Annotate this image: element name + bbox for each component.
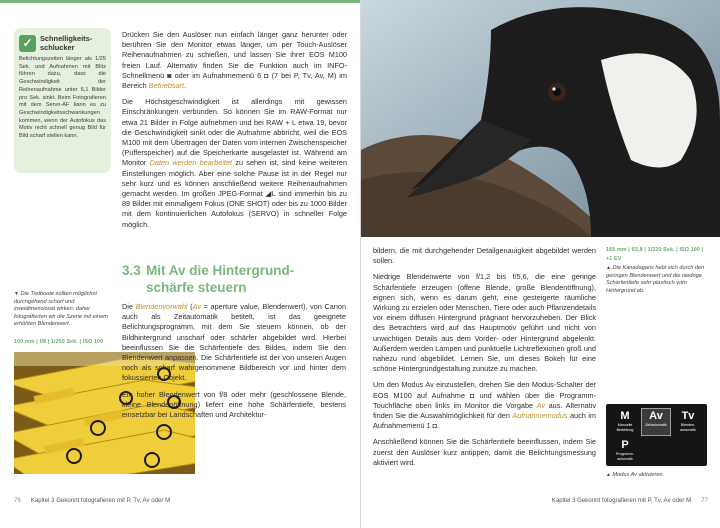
photo-caption: ▲ Die Kanadagans hebt sich durch den geringen Blendenwert und die niedrige Schärfentiefe sehr plastisch vom Hintergrund ab. <box>606 265 705 294</box>
section-heading: 3.3 Mit Av die Hintergrund- schärfe steuern <box>122 263 295 295</box>
right-column <box>373 246 596 474</box>
tip-title: Schnelligkeits- schlucker <box>40 34 93 52</box>
main-column-bottom <box>122 302 346 426</box>
exif-data: 165 mm | f/2,8 | 1/320 Sek. | ISO 100 | +1 EV <box>606 247 704 262</box>
mode-m[interactable]: M Manuelle Belichtung <box>616 410 634 432</box>
paragraph: Die Höchstgeschwindigkeit ist allerdings mit gewissen Einschränkungen verbunden. So können Sie im RAW-Format nur etwa 21 Bilder in Folge aufnehmen und bei RAW + L etwa 19, bevor die Geschwindigkeit sinkt oder die Aufnahme abbricht, weil die EOS M100 mit dem Übertragen der Daten vom internen Zwischenspeicher (Pufferspeicher) auf die Speicherkarte ausgelastet ist. Während am Monitor Daten werden bearbeitet zu sehen ist, sind keine weiteren Einstellungen möglich. Aber eine solche Pause ist in der Regel nur sehr kurz und es können anschließend weitere Reihenaufnahmen gemacht werden. Im großen JPEG-Format ◢L sind immerhin bis zu 89 Bilder mit einmaligem Fokus (ONE SHOT) oder bis zu 1000 Bilder mit dem kontinuierlichen Autofokus (SERVO) in schneller Folge möglich. <box>122 97 347 229</box>
page-footer-left: 76 Kapitel 3 Gekonnt fotografieren mit P, Tv, Av oder M <box>14 497 171 504</box>
checkmark-icon: ✓ <box>19 35 36 52</box>
exif-data: 100 mm | f/8 | 1/250 Sek. | ISO 100 <box>14 339 104 345</box>
right-page <box>361 0 720 528</box>
triangle-up-icon: ▲ <box>606 265 611 271</box>
page-number: 77 <box>701 497 708 504</box>
paragraph: Drücken Sie den Auslöser nun einfach länger ganz herunter oder berühren Sie den Monitor etwas länger, um per Touch-Auslöser Reihenaufnahmen zu schießen, und lassen Sie ihrer EOS M100 freien Lauf. Alternativ finden Sie die Funktion auch im INFO-Schnellmenü ◙ oder im Aufnahmemenü 6 ◘ (7 bei P, Tv, Av, M) im Bereich Betriebsart. <box>122 30 347 91</box>
highlight-term: Daten werden bearbeitet <box>149 158 233 168</box>
triangle-down-icon: ▼ <box>14 291 19 297</box>
mode-p[interactable]: P Programm-automatik <box>616 439 634 461</box>
triangle-up-icon: ▲ <box>606 472 611 478</box>
tip-box <box>14 28 111 173</box>
tip-text: Belichtungszeiten länger als 1/25 Sek. und Aufnahmen mit Blitz führen dazu, dass die Geschwindigkeit der Reihenaufnahme unter 6,1 Bilder pro Sek. sinkt. Beim Fotografieren mit dem Servo-AF kann es zu Geschwindigkeitsschwankungen kommen, wenn der Autofokus das Motiv nicht schnell genug Bild für Bild scharf stellen kann. <box>19 56 106 140</box>
paragraph: Die Blendenvorwahl (Av = aperture value, Blendenwert), von Canon auch als Zeitautomatik betitelt, ist das geeignete Belichtungsprogramm, mit dem Sie steuern können, ob der Bildhintergrund unscharf oder schärfer abgebildet wird. Hierbei beeinflussen Sie die Schärfentiefe des Bildes, indem Sie den Blendenwert anpassen. Die Schärfentiefe ist der von unseren Augen noch als scharf wahrgenommene Bildbereich vor und hinter dem fokussierten Objekt. <box>122 302 347 383</box>
photo-caption: ▼ Die Tretboote sollten möglichst durchgehend scharf und zweidimensional wirken, daher fotografierten wir die Szene mit einem erhöhten Blendenwert. <box>14 291 108 328</box>
top-accent-bar <box>0 0 360 3</box>
paragraph: Niedrige Blendenwerte von f/1,2 bis f/5,6, die eine geringe Schärfentiefe erzeugen (offene Blende, große Blendenöffnung), eignen sich, wenn es darum geht, eine gesteigerte räumliche Wirkung zu erzielen oder Menschen, Tiere oder auch Pflanzendetails vor einem diffusen Hintergrund prägnant hervorzuheben. Der Blick des Betrachters wird auf das Hauptmotiv geführt und nicht von unwichtigen Details aus dem Vorder- oder Hintergrund abgelenkt. Außerdem werden Lampen und punktuelle Lichtreflexionen groß und nahezu rund abgebildet. Lernen Sie, um dieses Bokeh für eine schöne Hintergrundgestaltung zunutze zu machen. <box>373 272 596 374</box>
mode-selector-screen <box>606 404 707 466</box>
highlight-term: Betriebsart <box>148 81 185 91</box>
paragraph: bildern, die mit durchgehender Detailgenauigkeit abgebildet werden sollen. <box>373 246 596 266</box>
paragraph: Anschließend können Sie die Schärfentiefe beeinflussen, indem Sie zuerst den Auslöser kurz antippen, damit die Belichtungsmessung aktiviert wird. <box>373 437 596 467</box>
paragraph: Ein hoher Blendenwert von f/8 oder mehr (geschlossene Blende, kleine Blendenöffnung) liefert eine hohe Schärfentiefe, bestens einsetzbar bei Landschaften und Architektur- <box>122 389 346 420</box>
section-number: 3.3 <box>122 263 141 278</box>
page-footer-right: Kapitel 3 Gekonnt fotografieren mit P, Tv, Av oder M 77 <box>551 497 708 504</box>
canada-goose-photo <box>361 0 720 237</box>
mode-tv[interactable]: Tv Blenden-automatik <box>680 410 696 432</box>
paragraph: Um den Modus Av einzustellen, drehen Sie den Modus-Schalter der EOS M100 auf Aufnahme ◘ und wählen über die Programm-Touchfläche oben links im Monitor die Vorgabe Av aus. Alternativ finden Sie die Auswahlmöglichkeit für den Aufnahmemodus auch im Aufnahmemenü 1 ◘. <box>373 380 596 431</box>
main-column-top <box>122 30 347 236</box>
canada-goose-image <box>361 0 720 237</box>
highlight-term: Aufnahmemodus <box>512 411 568 421</box>
mode-av[interactable]: Av Zeitautomatik <box>641 408 671 436</box>
photo-caption: ▲ Modus Av aktivieren. <box>606 472 665 478</box>
highlight-term: Blendenvorwahl <box>135 302 188 311</box>
page-number: 76 <box>14 497 21 504</box>
